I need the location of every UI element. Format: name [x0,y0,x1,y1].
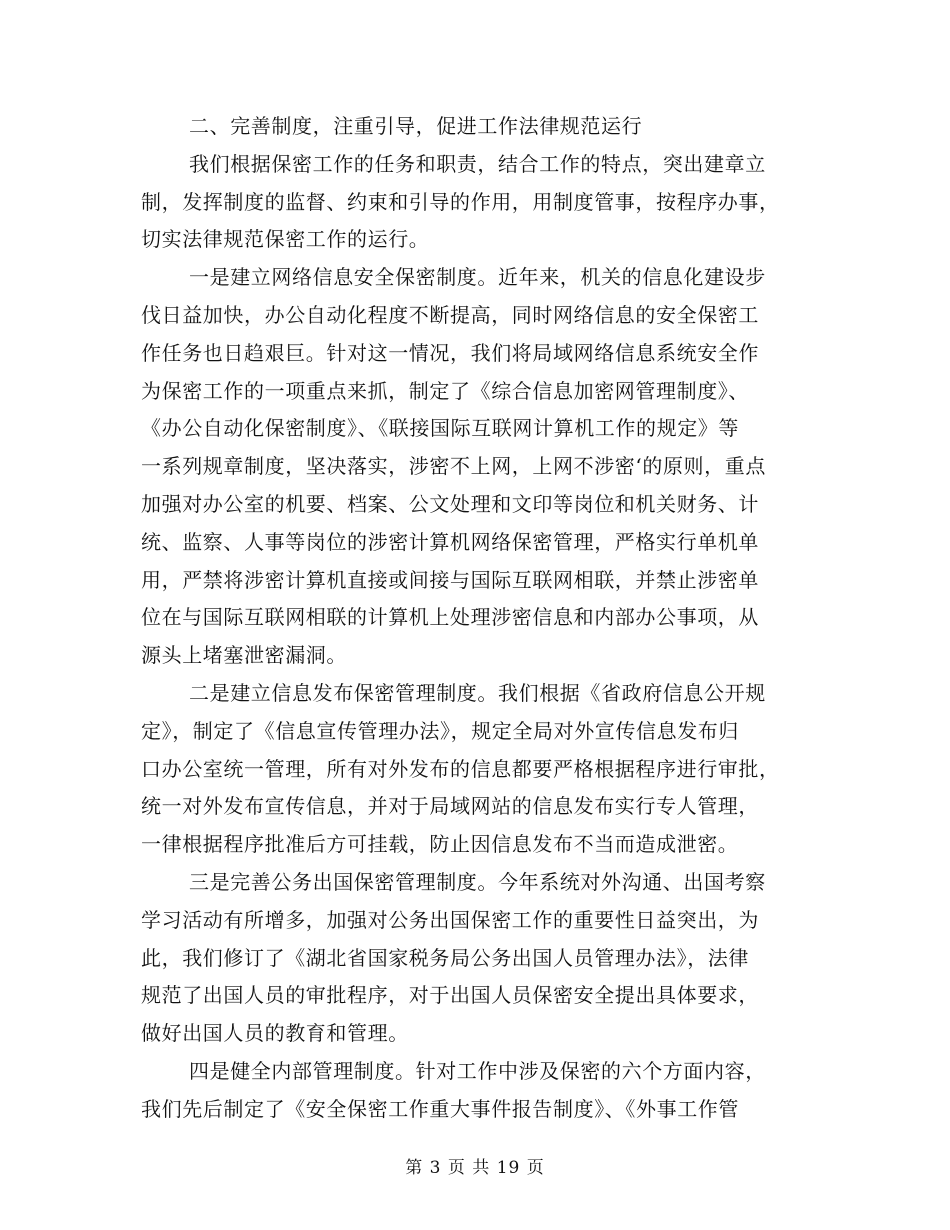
document-body [141,108,809,1129]
paragraph-line: 统一对外发布宣传信息，并对于局域网站的信息发布实行专人管理， [141,794,759,819]
paragraph-line: 学习活动有所增多，加强对公务出国保密工作的重要性日益突出，为 [141,907,759,932]
paragraph-line: 四是健全内部管理制度。针对工作中涉及保密的六个方面内容， [189,1058,766,1083]
paragraph-line: 做好出国人员的教育和管理。 [141,1021,409,1046]
paragraph-line: 《办公自动化保密制度》、《联接国际互联网计算机工作的规定》等 [141,416,739,441]
paragraph-line: 伐日益加快，办公自动化程度不断提高，同时网络信息的安全保密工 [141,302,759,327]
paragraph-line: 为保密工作的一项重点来抓，制定了《综合信息加密网管理制度》、 [141,378,749,403]
page-number-footer: 第 3 页 共 19 页 [405,1158,545,1178]
paragraph-line: 加强对办公室的机要、档案、公文处理和文印等岗位和机关财务、计 [141,491,759,516]
paragraph-line: 二是建立信息发布保密管理制度。我们根据《省政府信息公开规 [189,680,766,705]
paragraph-line: 此，我们修订了《湖北省国家税务局公务出国人员管理办法》，法律 [141,945,749,970]
paragraph-line: 我们根据保密工作的任务和职责，结合工作的特点，突出建章立 [189,151,766,176]
paragraph-line: 位在与国际互联网相联的计算机上处理涉密信息和内部办公事项，从 [141,605,759,630]
paragraph-line: 规范了出国人员的审批程序，对于出国人员保密安全提出具体要求， [141,983,759,1008]
paragraph-line: 三是完善公务出国保密管理制度。今年系统对外沟通、出国考察 [189,869,766,894]
paragraph-line: 一系列规章制度，坚决落实，涉密不上网，上网不涉密‘的原则，重点 [141,454,766,479]
paragraph-line: 一是建立网络信息安全保密制度。近年来，机关的信息化建设步 [189,265,766,290]
paragraph-line: 制，发挥制度的监督、约束和引导的作用，用制度管事，按程序办事， [141,189,780,214]
paragraph-line: 源头上堵塞泄密漏洞。 [141,643,347,668]
paragraph-line: 统、监察、人事等岗位的涉密计算机网络保密管理，严格实行单机单 [141,529,759,554]
paragraph-line: 切实法律规范保密工作的运行。 [141,227,430,252]
section-heading: 二、完善制度，注重引导，促进工作法律规范运行 [189,114,643,138]
paragraph-line: 定》，制定了《信息宣传管理办法》，规定全局对外宣传信息发布归 [141,718,739,743]
paragraph-line: 作任务也日趋艰巨。针对这一情况，我们将局域网络信息系统安全作 [141,340,759,365]
paragraph-line: 口办公室统一管理，所有对外发布的信息都要严格根据程序进行审批， [141,756,780,781]
paragraph-line: 我们先后制定了《安全保密工作重大事件报告制度》、《外事工作管 [141,1096,739,1121]
paragraph-line: 用，严禁将涉密计算机直接或间接与国际互联网相联，并禁止涉密单 [141,567,759,592]
paragraph-line: 一律根据程序批准后方可挂载，防止因信息发布不当而造成泄密。 [141,832,739,857]
